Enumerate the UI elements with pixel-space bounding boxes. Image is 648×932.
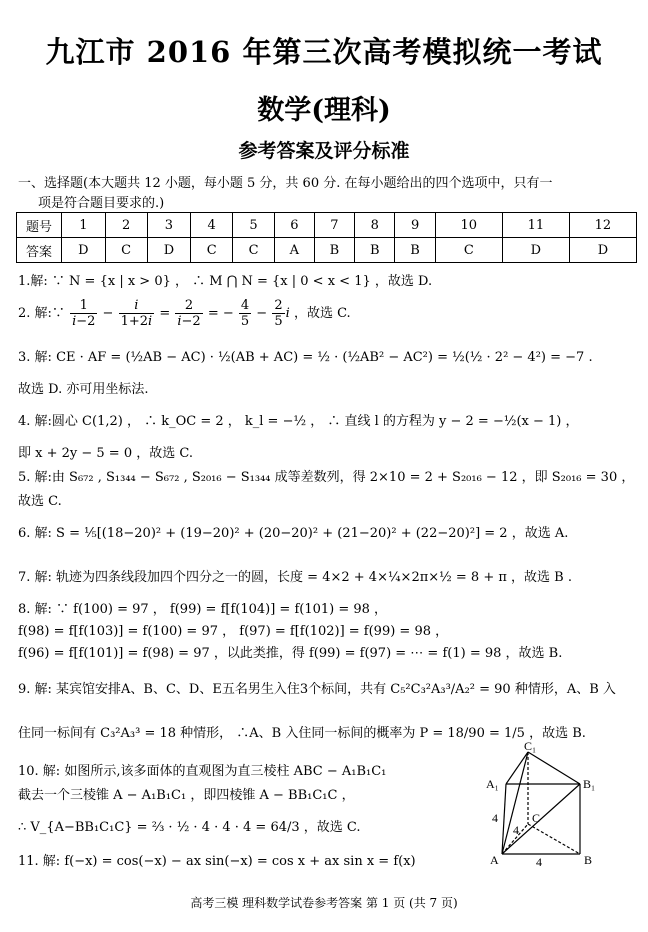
question-cell: 9 [395, 213, 435, 238]
solution-2-prefix: 2. 解:∵ [18, 306, 65, 321]
solution-7: 7. 解: 轨迹为四条线段加四个四分之一的圆，长度 = 4×2 + 4×¼×2π×½ = 8 + π ，故选 B . [18, 570, 572, 585]
question-header: 题号 [17, 213, 62, 238]
solution-10-line3: ∴ V_{A−BB₁C₁C} = ⅔ · ½ · 4 · 4 · 4 = 64/3 ，故选 C. [18, 820, 361, 835]
solution-3 [18, 346, 593, 365]
solution-3-prefix: 3. 解: [18, 350, 52, 365]
label-base: 4 [536, 855, 542, 868]
prism-figure [480, 738, 600, 868]
page-footer: 高考三模 理科数学试卷参考答案 第 1 页 (共 7 页) [190, 896, 458, 910]
label-a1: A₁ [486, 777, 499, 791]
label-a: A [490, 853, 499, 867]
answer-cell: C [435, 238, 502, 263]
solution-8-line1: 8. 解: ∵ f(100) = 97 ， f(99) = f[f(104)] = f(101) = 98 ， [18, 602, 388, 617]
answer-cell: C [105, 238, 147, 263]
answer-cell: D [62, 238, 106, 263]
solution-9-line2: 住同一标间有 C₃²A₃³ = 18 种情形， ∴A、B 入住同一标间的概率为 P = 18/90 = 1/5 ，故选 B. [18, 726, 586, 741]
subject-title: 数学(理科) [257, 95, 391, 126]
answer-table [16, 212, 637, 263]
section-intro-line2: 项是符合题目要求的.) [38, 196, 165, 211]
answer-cell: B [395, 238, 435, 263]
label-b1: B₁ [583, 777, 596, 791]
label-b: B [584, 853, 593, 867]
document-title: 九江市 2016 年第三次高考模拟统一考试 [45, 35, 603, 69]
answer-header: 答案 [17, 238, 62, 263]
answer-row [17, 238, 637, 263]
label-side: 4 [513, 823, 519, 837]
solution-6: 6. 解: S = ⅕[(18−20)² + (19−20)² + (20−20)² + (21−20)² + (22−20)²] = 2 ，故选 A. [18, 526, 569, 541]
edge-c-b [528, 824, 580, 854]
answer-cell: A [274, 238, 314, 263]
solution-4-line1: 4. 解:圆心 C(1,2) ， ∴ k_OC = 2 ， k_l = −½ ， ∴ 直线 l 的方程为 y − 2 = −½(x − 1) ， [18, 414, 579, 429]
section-intro-line1: 一、选择题(本大题共 12 小题，每小题 5 分，共 60 分. 在每小题给出的四个选项中，只有一 [18, 176, 553, 191]
edge-c1-a1 [506, 752, 528, 784]
solution-10-line2: 截去一个三棱锥 A − A₁B₁C₁ ，即四棱锥 A − BB₁C₁C ， [18, 788, 355, 803]
solution-10-line1: 10. 解: 如图所示,该多面体的直观图为直三棱柱 ABC − A₁B₁C₁ [18, 764, 387, 779]
question-number-row [17, 213, 637, 238]
answer-cell: D [569, 238, 636, 263]
answer-cell: D [147, 238, 191, 263]
fraction: $\frac{1}{i-2}$ [72, 298, 96, 329]
answer-cell: B [355, 238, 395, 263]
question-cell: 7 [314, 213, 354, 238]
question-cell: 2 [105, 213, 147, 238]
solution-3-body: CE · AF = (½AB − AC) · ½(AB + AC) = ½ · (½AB² − AC²) = ½(½ · 2² − 4²) = −7 . [56, 350, 593, 365]
answer-cell: C [191, 238, 233, 263]
question-cell: 12 [569, 213, 636, 238]
fraction: $\frac{2}{5}$ [274, 298, 283, 329]
label-height: 4 [492, 811, 498, 825]
answer-cell: C [233, 238, 275, 263]
solution-4-line2: 即 x + 2y − 5 = 0 ，故选 C. [18, 446, 193, 461]
question-cell: 1 [62, 213, 106, 238]
fraction: $\frac{2}{i-2}$ [177, 298, 201, 329]
answer-cell: B [314, 238, 354, 263]
edge-c1-b1 [528, 752, 580, 784]
edge-a-b1 [502, 784, 580, 854]
question-cell: 5 [233, 213, 275, 238]
solution-9-line1: 9. 解: 某宾馆安排A、B、C、D、E五名男生入住3个标间，共有 C₅²C₃²A₃³/A₂² = 90 种情形，A、B 入 [18, 682, 616, 697]
fraction: $\frac{i}{1+2i}$ [120, 298, 153, 329]
answer-cell: D [502, 238, 569, 263]
question-cell: 10 [435, 213, 502, 238]
solution-5-line2: 故选 C. [18, 494, 62, 509]
solution-11: 11. 解: f(−x) = cos(−x) − ax sin(−x) = cos x + ax sin x = f(x) [18, 854, 416, 869]
solution-8-line3: f(96) = f[f(101)] = f(98) = 97 ，以此类推，得 f(99) = f(97) = ⋯ = f(1) = 98 ，故选 B. [18, 646, 563, 661]
question-cell: 4 [191, 213, 233, 238]
solution-2-suffix: ，故选 C. [293, 306, 351, 321]
label-c: C [532, 811, 541, 825]
solution-1: 1.解: ∵ N = {x | x > 0} ， ∴ M ⋂ N = {x | 0 < x < 1} ，故选 D. [18, 274, 433, 289]
question-cell: 3 [147, 213, 191, 238]
solution-5-line1: 5. 解:由 S₆₇₂ , S₁₃₄₄ − S₆₇₂ , S₂₀₁₆ − S₁₃₄₄ 成等差数列，得 2×10 = 2 + S₂₀₁₆ − 12 ，即 S₂₀₁₆ = 30 ， [18, 470, 635, 485]
question-cell: 6 [274, 213, 314, 238]
fraction: $\frac{4}{5}$ [240, 298, 250, 329]
edge-a1-a [502, 784, 506, 854]
answer-key-title: 参考答案及评分标准 [238, 140, 410, 162]
label-c1: C₁ [524, 739, 537, 753]
solution-2: 2. 解:∵ $\frac{1}{i-2}$ − $\frac{i}{1+2i}$ = $\frac{2}{i-2}$ = − $\frac{4}{5}$ − $\frac{2}{5}$ i ，故选 C. [18, 298, 351, 329]
solution-8-line2: f(98) = f[f(103)] = f(100) = 97 ， f(97) = f[f(102)] = f(99) = 98 ， [18, 624, 449, 639]
solution-3-line2: 故选 D. 亦可用坐标法. [18, 382, 149, 397]
question-cell: 11 [502, 213, 569, 238]
question-cell: 8 [355, 213, 395, 238]
